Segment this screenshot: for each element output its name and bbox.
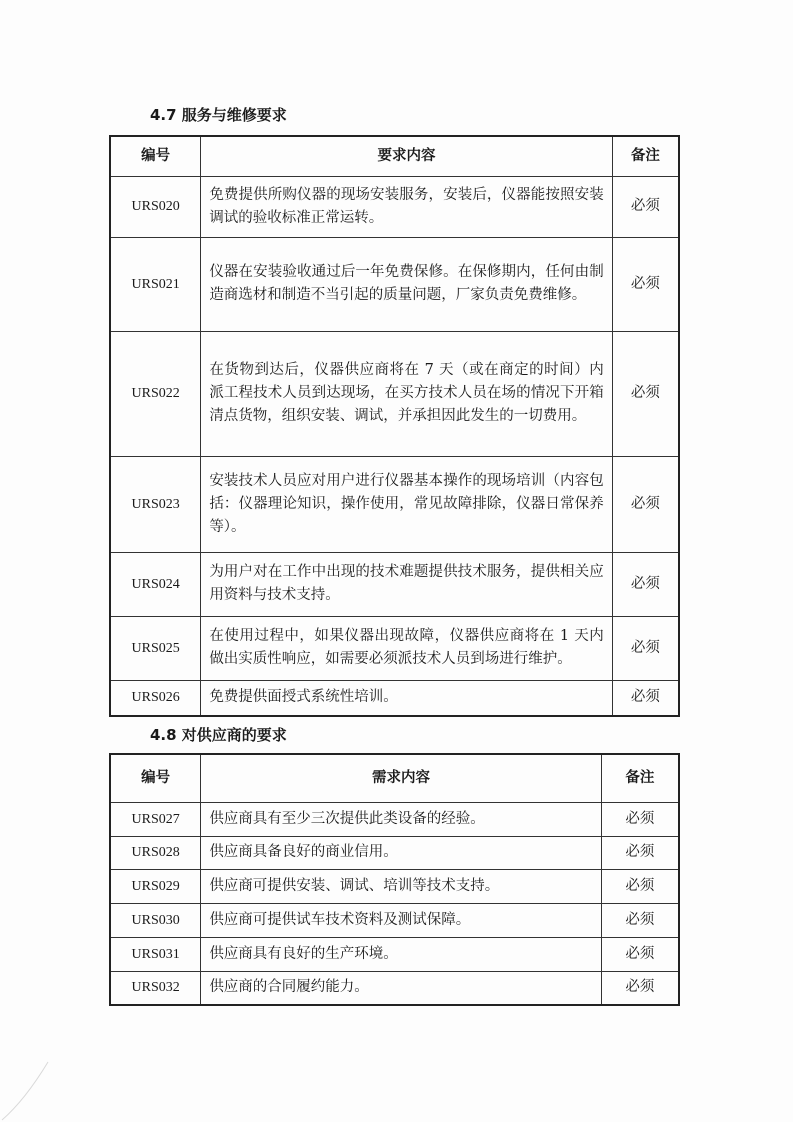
row-content: 供应商可提供试车技术资料及测试保障。: [201, 903, 601, 937]
row-code: URS029: [110, 869, 201, 903]
table-row: [110, 869, 679, 903]
table-row: [110, 616, 679, 680]
row-code: URS032: [110, 971, 201, 1005]
row-code: URS030: [110, 903, 201, 937]
row-content: 供应商具有良好的生产环境。: [201, 937, 601, 971]
section-title-4-8: 4.8 对供应商的要求: [150, 726, 287, 744]
header-content: 需求内容: [201, 754, 601, 802]
table-header-row: [110, 754, 679, 802]
header-note: 备注: [612, 136, 679, 176]
section-title-4-7: 4.7 服务与维修要求: [150, 106, 287, 124]
row-note: 必须: [601, 802, 679, 836]
row-code: URS028: [110, 836, 201, 869]
row-code: URS020: [110, 176, 201, 237]
row-content: 供应商可提供安装、调试、培训等技术支持。: [201, 869, 601, 903]
row-content: 为用户对在工作中出现的技术难题提供技术服务，提供相关应用资料与技术支持。: [201, 552, 612, 616]
row-code: URS026: [110, 680, 201, 716]
table-row: [110, 331, 679, 456]
row-note: 必须: [601, 971, 679, 1005]
row-content: 供应商具备良好的商业信用。: [201, 836, 601, 869]
row-content: 在使用过程中，如果仪器出现故障，仪器供应商将在 1 天内做出实质性响应，如需要必须派技术人员到场进行维护。: [201, 616, 612, 680]
row-content: 供应商具有至少三次提供此类设备的经验。: [201, 802, 601, 836]
row-code: URS025: [110, 616, 201, 680]
table-row: [110, 937, 679, 971]
row-note: 必须: [612, 616, 679, 680]
supplier-requirements-table: [109, 753, 680, 1006]
row-content: 供应商的合同履约能力。: [201, 971, 601, 1005]
row-note: 必须: [601, 903, 679, 937]
row-content: 在货物到达后，仪器供应商将在 7 天（或在商定的时间）内派工程技术人员到达现场，在买方技术人员在场的情况下开箱清点货物，组织安装、调试，并承担因此发生的一切费用。: [201, 331, 612, 456]
row-code: URS031: [110, 937, 201, 971]
row-code: URS021: [110, 237, 201, 331]
row-note: 必须: [601, 869, 679, 903]
table-row: [110, 680, 679, 716]
header-note: 备注: [601, 754, 679, 802]
row-content: 免费提供所购仪器的现场安装服务，安装后，仪器能按照安装调试的验收标准正常运转。: [201, 176, 612, 237]
row-note: 必须: [601, 937, 679, 971]
row-code: URS023: [110, 456, 201, 552]
header-code: 编号: [110, 136, 201, 176]
table-row: [110, 836, 679, 869]
table-row: [110, 456, 679, 552]
table-row: [110, 971, 679, 1005]
table-row: [110, 802, 679, 836]
header-content: 要求内容: [201, 136, 612, 176]
row-content: 免费提供面授式系统性培训。: [201, 680, 612, 716]
table-row: [110, 552, 679, 616]
row-note: 必须: [601, 836, 679, 869]
row-note: 必须: [612, 680, 679, 716]
header-code: 编号: [110, 754, 201, 802]
row-code: URS022: [110, 331, 201, 456]
row-content: 仪器在安装验收通过后一年免费保修。在保修期内，任何由制造商选材和制造不当引起的质量问题，厂家负责免费维修。: [201, 237, 612, 331]
table-row: [110, 176, 679, 237]
scan-edge-mark: [0, 1040, 60, 1122]
row-note: 必须: [612, 176, 679, 237]
service-requirements-table: [109, 135, 680, 717]
table-header-row: [110, 136, 679, 176]
table-row: [110, 237, 679, 331]
row-note: 必须: [612, 237, 679, 331]
row-note: 必须: [612, 331, 679, 456]
table-row: [110, 903, 679, 937]
row-content: 安装技术人员应对用户进行仪器基本操作的现场培训（内容包括：仪器理论知识，操作使用，常见故障排除，仪器日常保养等）。: [201, 456, 612, 552]
row-code: URS027: [110, 802, 201, 836]
row-note: 必须: [612, 552, 679, 616]
row-note: 必须: [612, 456, 679, 552]
row-code: URS024: [110, 552, 201, 616]
